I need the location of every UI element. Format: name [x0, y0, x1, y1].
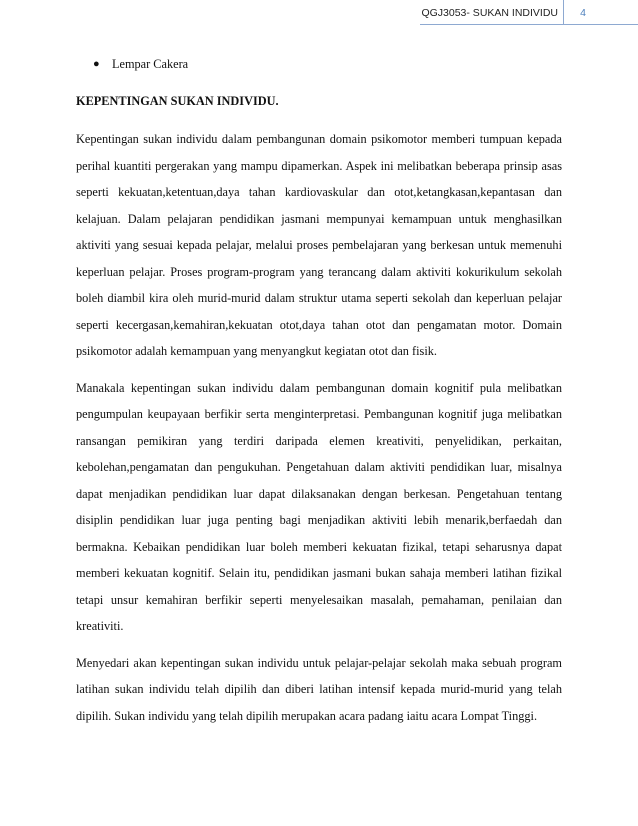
bullet-item — [76, 51, 562, 78]
document-body — [76, 51, 562, 739]
paragraph-program: Menyedari akan kepentingan sukan individu untuk pelajar-pelajar sekolah maka sebuah program latihan sukan individu telah dipilih dan diberi latihan intensif kepada murid-murid yang telah dipilih. Sukan individu yang telah dipilih merupakan acara padang iaitu acara Lompat Tinggi. — [76, 655, 562, 723]
page-header — [0, 0, 638, 30]
paragraph-kognitif: Manakala kepentingan sukan individu dalam pembangunan domain kognitif pula melibatkan pengumpulan keupayaan berfikir serta menginterpretasi. Pembangunan kognitif juga melibatkan ransangan pemikiran yang terdiri daripada elemen kreativiti, penyelidikan, perkaitan, kebolehan,pengamatan dan pengukuhan. Pengetahuan dalam aktiviti pendidikan luar, misalnya dapat menjadikan pendidikan luar dapat dilaksanakan dengan berkesan. Pengetahuan tentang disiplin pendidikan luar juga penting bagi menjadikan aktiviti lebih menarik,berfaedah dan bermakna. Kebaikan pendidikan luar boleh memberi kekuatan fizikal, tetapi seharusnya dapat memberi kekuatan kognitif. Selain itu, pendidikan jasmani bukan sahaja memberi latihan fizikal tetapi unsur kemahiran berfikir seperti menyelesaikan masalah, pemahaman, penilaian dan kreativiti. — [76, 380, 562, 633]
bullet-icon: ● — [93, 58, 100, 70]
header-title: QGJ3053- SUKAN INDIVIDU — [421, 7, 558, 19]
paragraph-psikomotor: Kepentingan sukan individu dalam pembangunan domain psikomotor memberi tumpuan kepada perihal kuantiti pergerakan yang mampu dipamerkan. Aspek ini melibatkan beberapa prinsip asas seperti kekuatan,ketentuan,daya tahan kardiovaskular dan otot,ketangkasan,kepantasan dan kelajuan. Dalam pelajaran pendidikan jasmani mempunyai kemampuan untuk menghasilkan aktiviti yang sesuai kepada pelajar, melalui proses pembelajaran yang berkesan untuk memenuhi keperluan pelajar. Proses program-program yang terancang dalam aktiviti kokurikulum sekolah boleh diambil kira oleh murid-murid dalam struktur utama seperti sekolah dan keperluan pelajar seperti kecergasan,kemahiran,kekuatan otot,daya tahan otot dan pengamatan motor. Domain psikomotor adalah kemampuan yang menyangkut kegiatan otot dan fisik. — [76, 132, 562, 358]
header-rule — [420, 24, 638, 25]
bullet-text: Lempar Cakera — [112, 57, 189, 71]
page-number: 4 — [580, 7, 586, 19]
section-heading: KEPENTINGAN SUKAN INDIVIDU. — [76, 93, 279, 108]
